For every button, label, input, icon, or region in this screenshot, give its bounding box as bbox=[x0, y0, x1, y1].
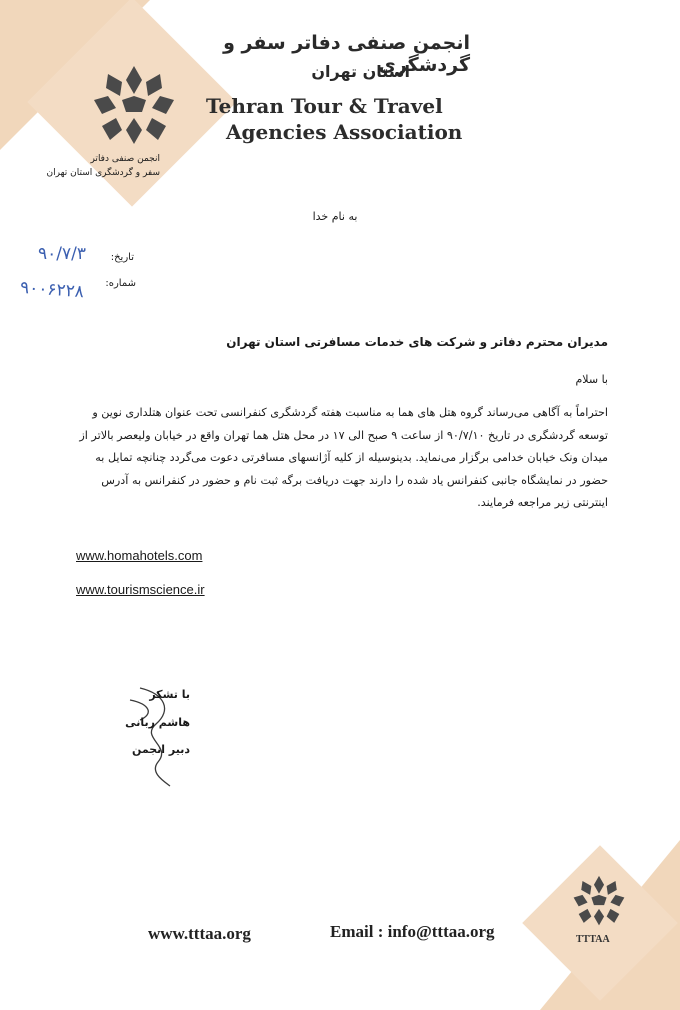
date-value: ۹۰/۷/۳ bbox=[38, 244, 86, 264]
org-name-english-line2: Agencies Association bbox=[226, 120, 463, 144]
footer-email[interactable]: Email : info@tttaa.org bbox=[330, 922, 495, 941]
province-name-persian: استان تهران bbox=[311, 62, 410, 81]
link-homahotels[interactable]: www.homahotels.com bbox=[76, 548, 203, 563]
closing-text: با تشکر bbox=[149, 688, 190, 701]
footer-logo-icon bbox=[566, 872, 632, 928]
org-name-persian: انجمن صنفی دفاتر سفر و گردشگری bbox=[223, 32, 470, 76]
number-value: ۹۰۰۶۲۲۸ bbox=[19, 277, 85, 303]
logo-caption-line1: انجمن صنفی دفاتر bbox=[90, 154, 160, 164]
footer-website[interactable]: www.tttaa.org bbox=[148, 924, 251, 943]
signer-title: دبیر انجمن bbox=[131, 743, 190, 756]
greeting-text: با سلام bbox=[575, 373, 608, 386]
link-tourismscience[interactable]: www.tourismscience.ir bbox=[76, 582, 205, 597]
recipient-line: مدیران محترم دفاتر و شرکت های خدمات مسافرتی استان تهران bbox=[226, 335, 608, 349]
signer-name: هاشم ربانی bbox=[125, 716, 190, 729]
number-label: شماره: bbox=[105, 278, 136, 289]
org-name-english-line1: Tehran Tour & Travel bbox=[206, 94, 443, 118]
body-line: حضور در نمایشگاه جانبی کنفرانس یاد شده را دارند جهت دریافت برگه ثبت نام و حضور در کنفرانس به آدرس bbox=[101, 473, 608, 487]
body-line: احتراماً به آگاهی می‌رساند گروه هتل های هما به مناسبت هفته گردشگری کنفرانسی تحت عنوان هتلداری نوین و bbox=[92, 406, 608, 419]
footer-logo-label: TTTAA bbox=[576, 934, 610, 945]
body-line: میدان ونک خیابان خدامی برگزار می‌نماید. بدینوسیله از کلیه آژانسهای مسافرتی دعوت می‌گردد چنانچه تمایل به bbox=[95, 451, 608, 464]
body-line: اینترنتی زیر مراجعه فرمایند. bbox=[477, 496, 608, 509]
invocation-text: به نام خدا bbox=[312, 210, 358, 223]
logo-caption-line2: سفر و گردشگری استان تهران bbox=[46, 168, 160, 178]
letter-body bbox=[70, 402, 608, 515]
date-label: تاریخ: bbox=[110, 252, 134, 263]
body-line: توسعه گردشگری در تاریخ ۹۰/۷/۱۰ از ساعت ۹ صبح الی ۱۷ در محل هتل هما تهران واقع در خیابان ولیعصر بالاتر از bbox=[79, 428, 608, 442]
logo-caption bbox=[40, 152, 160, 180]
